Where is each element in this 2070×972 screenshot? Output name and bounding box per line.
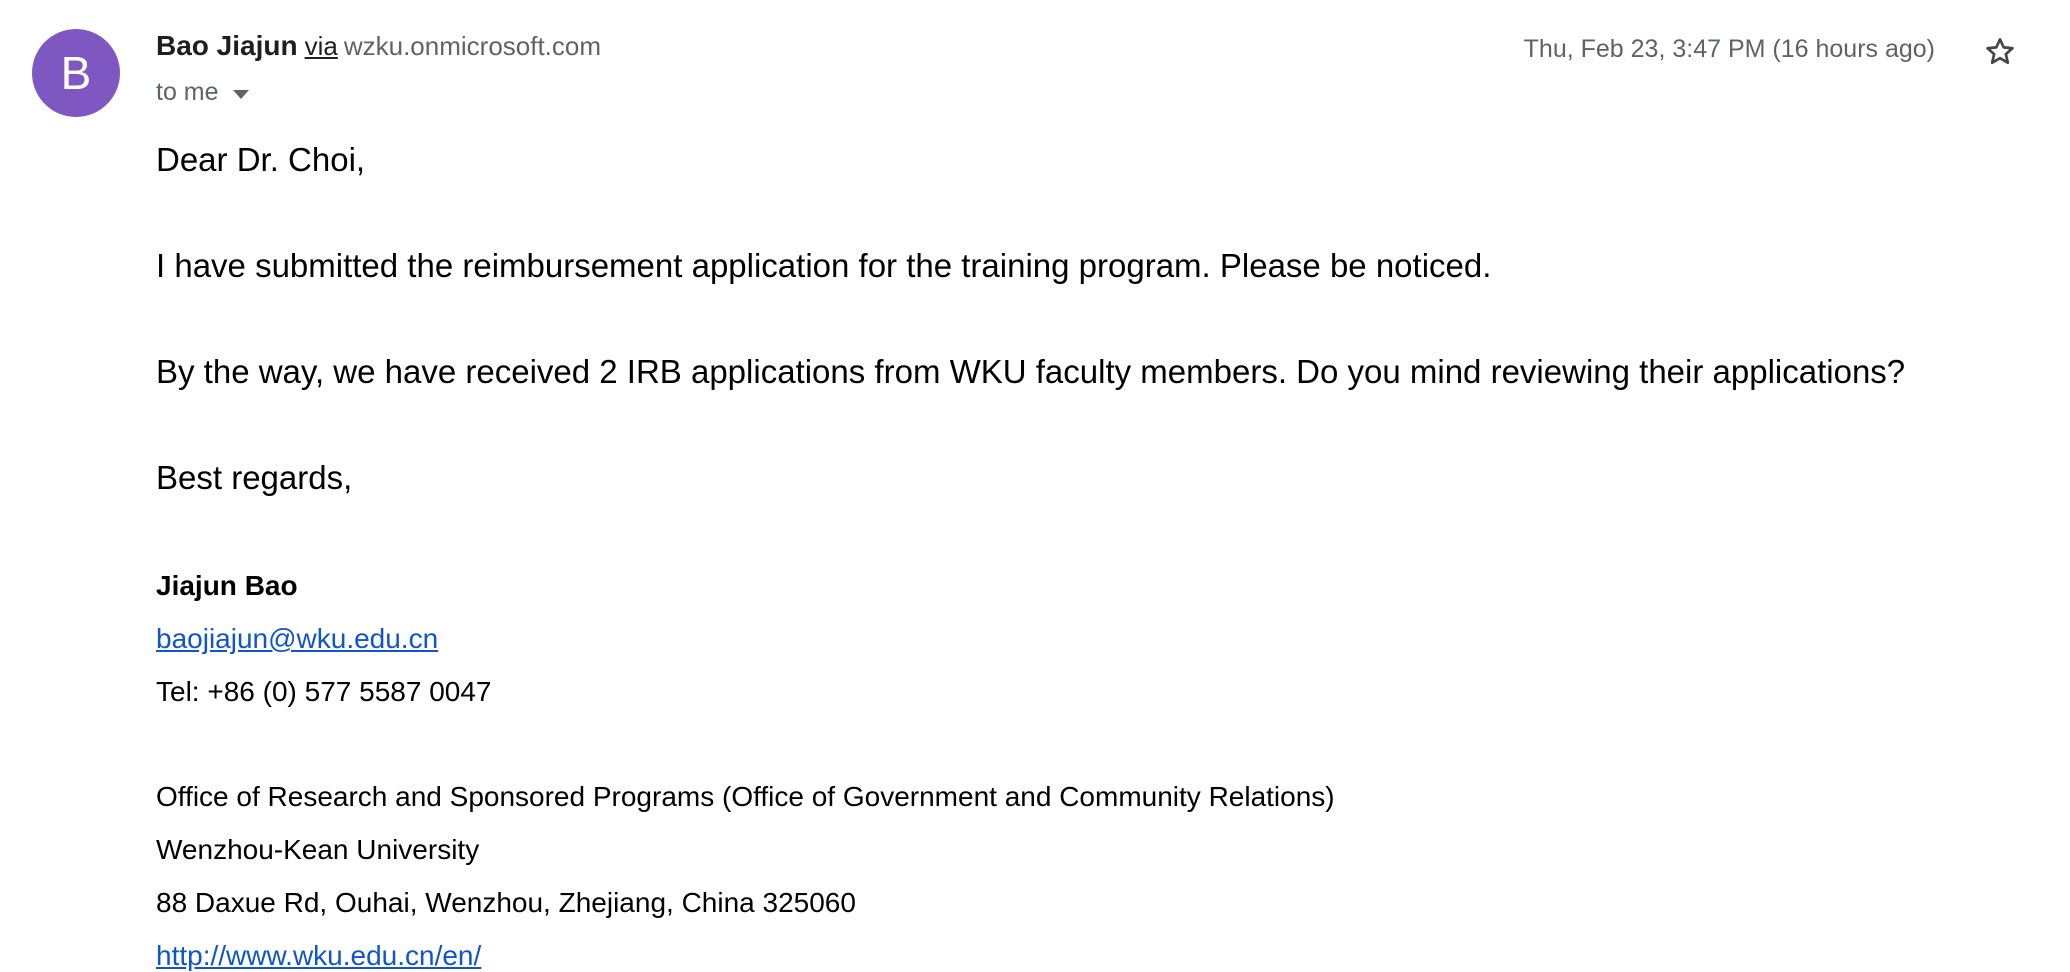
signature-phone: Tel: +86 (0) 577 5587 0047 [156,676,492,707]
via-domain: wzku.onmicrosoft.com [343,31,602,61]
greeting: Dear Dr. Choi, [156,141,366,178]
avatar-letter: B [60,47,92,99]
sender-header [156,30,601,70]
sender-name[interactable]: Bao Jiajun [156,30,298,61]
signature-office: Office of Research and Sponsored Programs (Office of Government and Community Relations) [156,781,1335,812]
via-link[interactable]: via [304,31,338,61]
recipient-label: to me [156,78,219,106]
signature-website-row [156,940,481,972]
paragraph-reimbursement: I have submitted the reimbursement application for the training program. Please be noticed. [156,247,1492,284]
signature-website-link[interactable]: http://www.wku.edu.cn/en/ [156,940,482,971]
signature-university: Wenzhou-Kean University [156,834,480,865]
signature-email-link[interactable]: baojiajun@wku.edu.cn [156,623,439,654]
star-icon[interactable] [1982,34,2018,70]
chevron-down-icon[interactable] [233,90,249,99]
closing: Best regards, [156,459,353,496]
signature-name: Jiajun Bao [156,570,298,601]
paragraph-irb: By the way, we have received 2 IRB applications from WKU faculty members. Do you mind reviewing their applications? [156,353,1906,390]
avatar[interactable] [32,29,120,117]
recipient-details-toggle[interactable] [156,78,249,107]
message-timestamp: Thu, Feb 23, 3:47 PM (16 hours ago) [1523,35,1935,63]
signature-address: 88 Daxue Rd, Ouhai, Wenzhou, Zhejiang, China 325060 [156,887,856,918]
signature-email-row [156,623,438,655]
